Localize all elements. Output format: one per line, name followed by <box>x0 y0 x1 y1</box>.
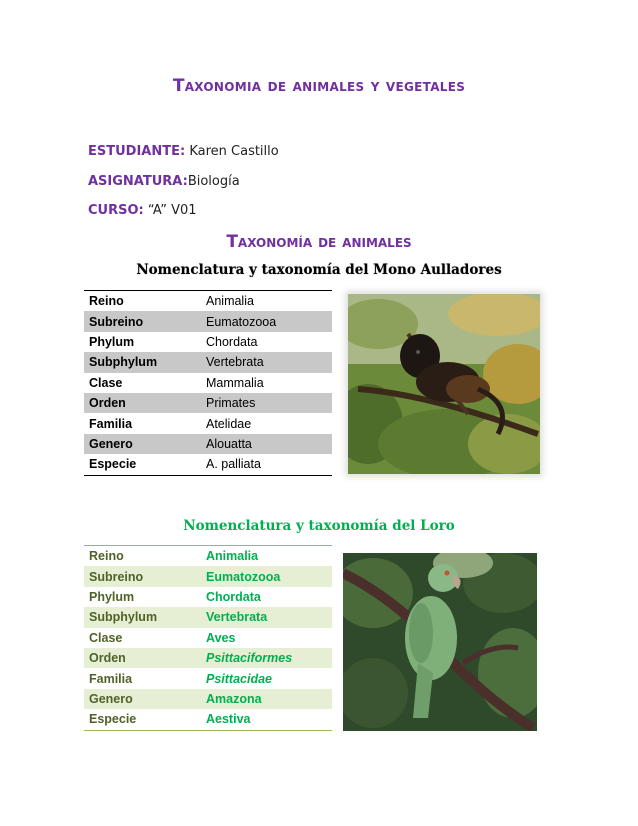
rank-cell: Genero <box>84 434 201 454</box>
table-row <box>84 648 332 668</box>
value-cell: A. palliata <box>206 457 261 472</box>
rank-cell: Especie <box>89 457 137 472</box>
section-title: Taxonomía de animales <box>226 232 412 252</box>
value-cell: Chordata <box>206 334 258 349</box>
rank-cell: Familia <box>89 416 133 431</box>
table-row <box>84 607 332 627</box>
value-cell: Primates <box>201 393 332 413</box>
value-cell: Aves <box>206 630 236 645</box>
table-row <box>84 546 332 567</box>
rank-cell: Phylum <box>89 334 135 349</box>
value-cell: Psittacidae <box>206 671 273 686</box>
value-cell: Atelidae <box>206 416 252 431</box>
rank-cell: Especie <box>89 712 137 727</box>
table-row <box>84 393 332 413</box>
rank-cell: Reino <box>89 294 124 309</box>
rank-cell: Clase <box>89 630 123 645</box>
rank-cell: Orden <box>84 393 201 413</box>
value-cell: Vertebrata <box>201 607 332 627</box>
subject-label: ASIGNATURA: <box>88 174 188 189</box>
table-row <box>84 311 332 331</box>
student-label: ESTUDIANTE: <box>88 144 186 159</box>
course-value: “A” V01 <box>147 203 197 218</box>
course-line <box>88 203 197 218</box>
page-title: Taxonomia de animales y vegetales <box>172 76 466 96</box>
student-value: Karen Castillo <box>189 144 279 159</box>
rank-cell: Reino <box>89 549 124 564</box>
table-row <box>84 454 332 475</box>
value-cell: Alouatta <box>201 434 332 454</box>
rank-cell: Subreino <box>84 566 201 586</box>
parrot-taxonomy-table <box>84 545 332 731</box>
course-label: CURSO: <box>88 203 144 218</box>
table-row <box>84 587 332 607</box>
rank-cell: Clase <box>89 375 123 390</box>
rank-cell: Subphylum <box>84 607 201 627</box>
rank-cell: Familia <box>89 671 133 686</box>
parrot-photo <box>343 553 537 731</box>
value-cell: Animalia <box>206 294 254 309</box>
value-cell: Eumatozooa <box>201 566 332 586</box>
subject-value: Biología <box>187 174 240 189</box>
value-cell: Eumatozooa <box>201 311 332 331</box>
value-cell: Animalia <box>206 549 259 564</box>
table-row <box>84 668 332 688</box>
rank-cell: Phylum <box>89 589 135 604</box>
table-row <box>84 413 332 433</box>
howler-monkey-photo <box>348 294 540 474</box>
rank-cell: Genero <box>84 689 201 709</box>
value-cell: Mammalia <box>206 375 264 390</box>
table-row <box>84 434 332 454</box>
value-cell: Chordata <box>206 589 261 604</box>
table-row <box>84 628 332 648</box>
table-row <box>84 689 332 709</box>
monkey-caption: Nomenclatura y taxonomía del Mono Aulladores <box>136 262 502 278</box>
rank-cell: Orden <box>84 648 201 668</box>
table-row <box>84 709 332 730</box>
table-row <box>84 291 332 312</box>
value-cell: Psittaciformes <box>201 648 332 668</box>
table-row <box>84 373 332 393</box>
value-cell: Vertebrata <box>201 352 332 372</box>
value-cell: Amazona <box>201 689 332 709</box>
table-row <box>84 352 332 372</box>
subject-line <box>88 174 240 189</box>
parrot-caption: Nomenclatura y taxonomía del Loro <box>183 518 455 534</box>
rank-cell: Subreino <box>84 311 201 331</box>
table-row <box>84 332 332 352</box>
table-row <box>84 566 332 586</box>
value-cell: Aestiva <box>206 712 251 727</box>
monkey-taxonomy-table <box>84 290 332 476</box>
rank-cell: Subphylum <box>84 352 201 372</box>
student-line <box>88 144 279 159</box>
